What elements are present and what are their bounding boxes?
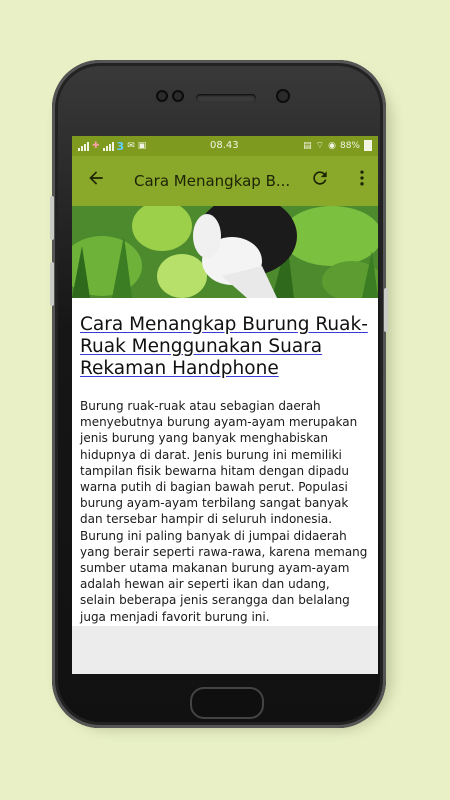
power-button [384, 288, 388, 332]
notification-icon: ✚ [92, 141, 100, 151]
app-bar [72, 156, 378, 206]
volume-button [50, 196, 54, 240]
volume-button-2 [50, 262, 54, 306]
article-content [72, 298, 378, 626]
battery-level: 88% [339, 140, 360, 151]
front-camera [276, 89, 290, 103]
hero-image [72, 206, 378, 298]
signal-icon-2 [103, 142, 114, 151]
refresh-icon[interactable] [310, 168, 330, 193]
status-bar [72, 136, 378, 156]
message-icon: ✉ [127, 141, 135, 151]
battery-icon [364, 140, 372, 151]
arrow-back-icon[interactable] [86, 168, 106, 193]
earpiece [196, 94, 256, 102]
status-time: 08.43 [210, 140, 239, 151]
bird-photo [72, 206, 378, 298]
more-vert-icon[interactable] [352, 168, 372, 193]
refresh-glyph [310, 168, 330, 188]
status-right-icons [303, 140, 372, 151]
sensor-dot [156, 90, 168, 102]
eye-icon: ◉ [328, 140, 336, 151]
page-title: Cara Menangkap B... [134, 172, 291, 190]
arrow-back-glyph [86, 168, 106, 188]
sensor-dot [172, 90, 184, 102]
more-vert-glyph [352, 168, 372, 188]
status-left-icons [78, 140, 146, 153]
image-icon: ▣ [137, 141, 147, 151]
article-body: Burung ruak-ruak atau sebagian daerah menyebutnya burung ayam-ayam merupakan jenis burung yang banyak menghabiskan hidupnya di darat. Jenis burung ini memiliki tampilan fisik bewarna hitam dengan dipadu warna putih di bagian bawah perut. Populasi burung ayam-ayam terbilang sangat banyak dan tersebar hampir di seluruh indonesia. Burung ini paling banyak di jumpai didaerah yang berair seperti rawa-rawa, karena memang sumber utama makanan burung ayam-ayam adalah hewan air seperti ikan dan udang, selain beberapa jenis serangga dan belalang juga menjadi favorit burung ini. [80, 399, 368, 624]
screen [72, 136, 378, 674]
empty-area [72, 626, 378, 674]
signal-icon [78, 142, 89, 151]
screenshot-icon: ▤ [303, 140, 312, 151]
article-title[interactable]: Cara Menangkap Burung Ruak-Ruak Menggunakan Suara Rekaman Handphone [80, 314, 368, 379]
home-button[interactable] [190, 687, 264, 719]
network-badge: 3 [116, 139, 125, 153]
wifi-icon: ⌔ [315, 141, 325, 151]
